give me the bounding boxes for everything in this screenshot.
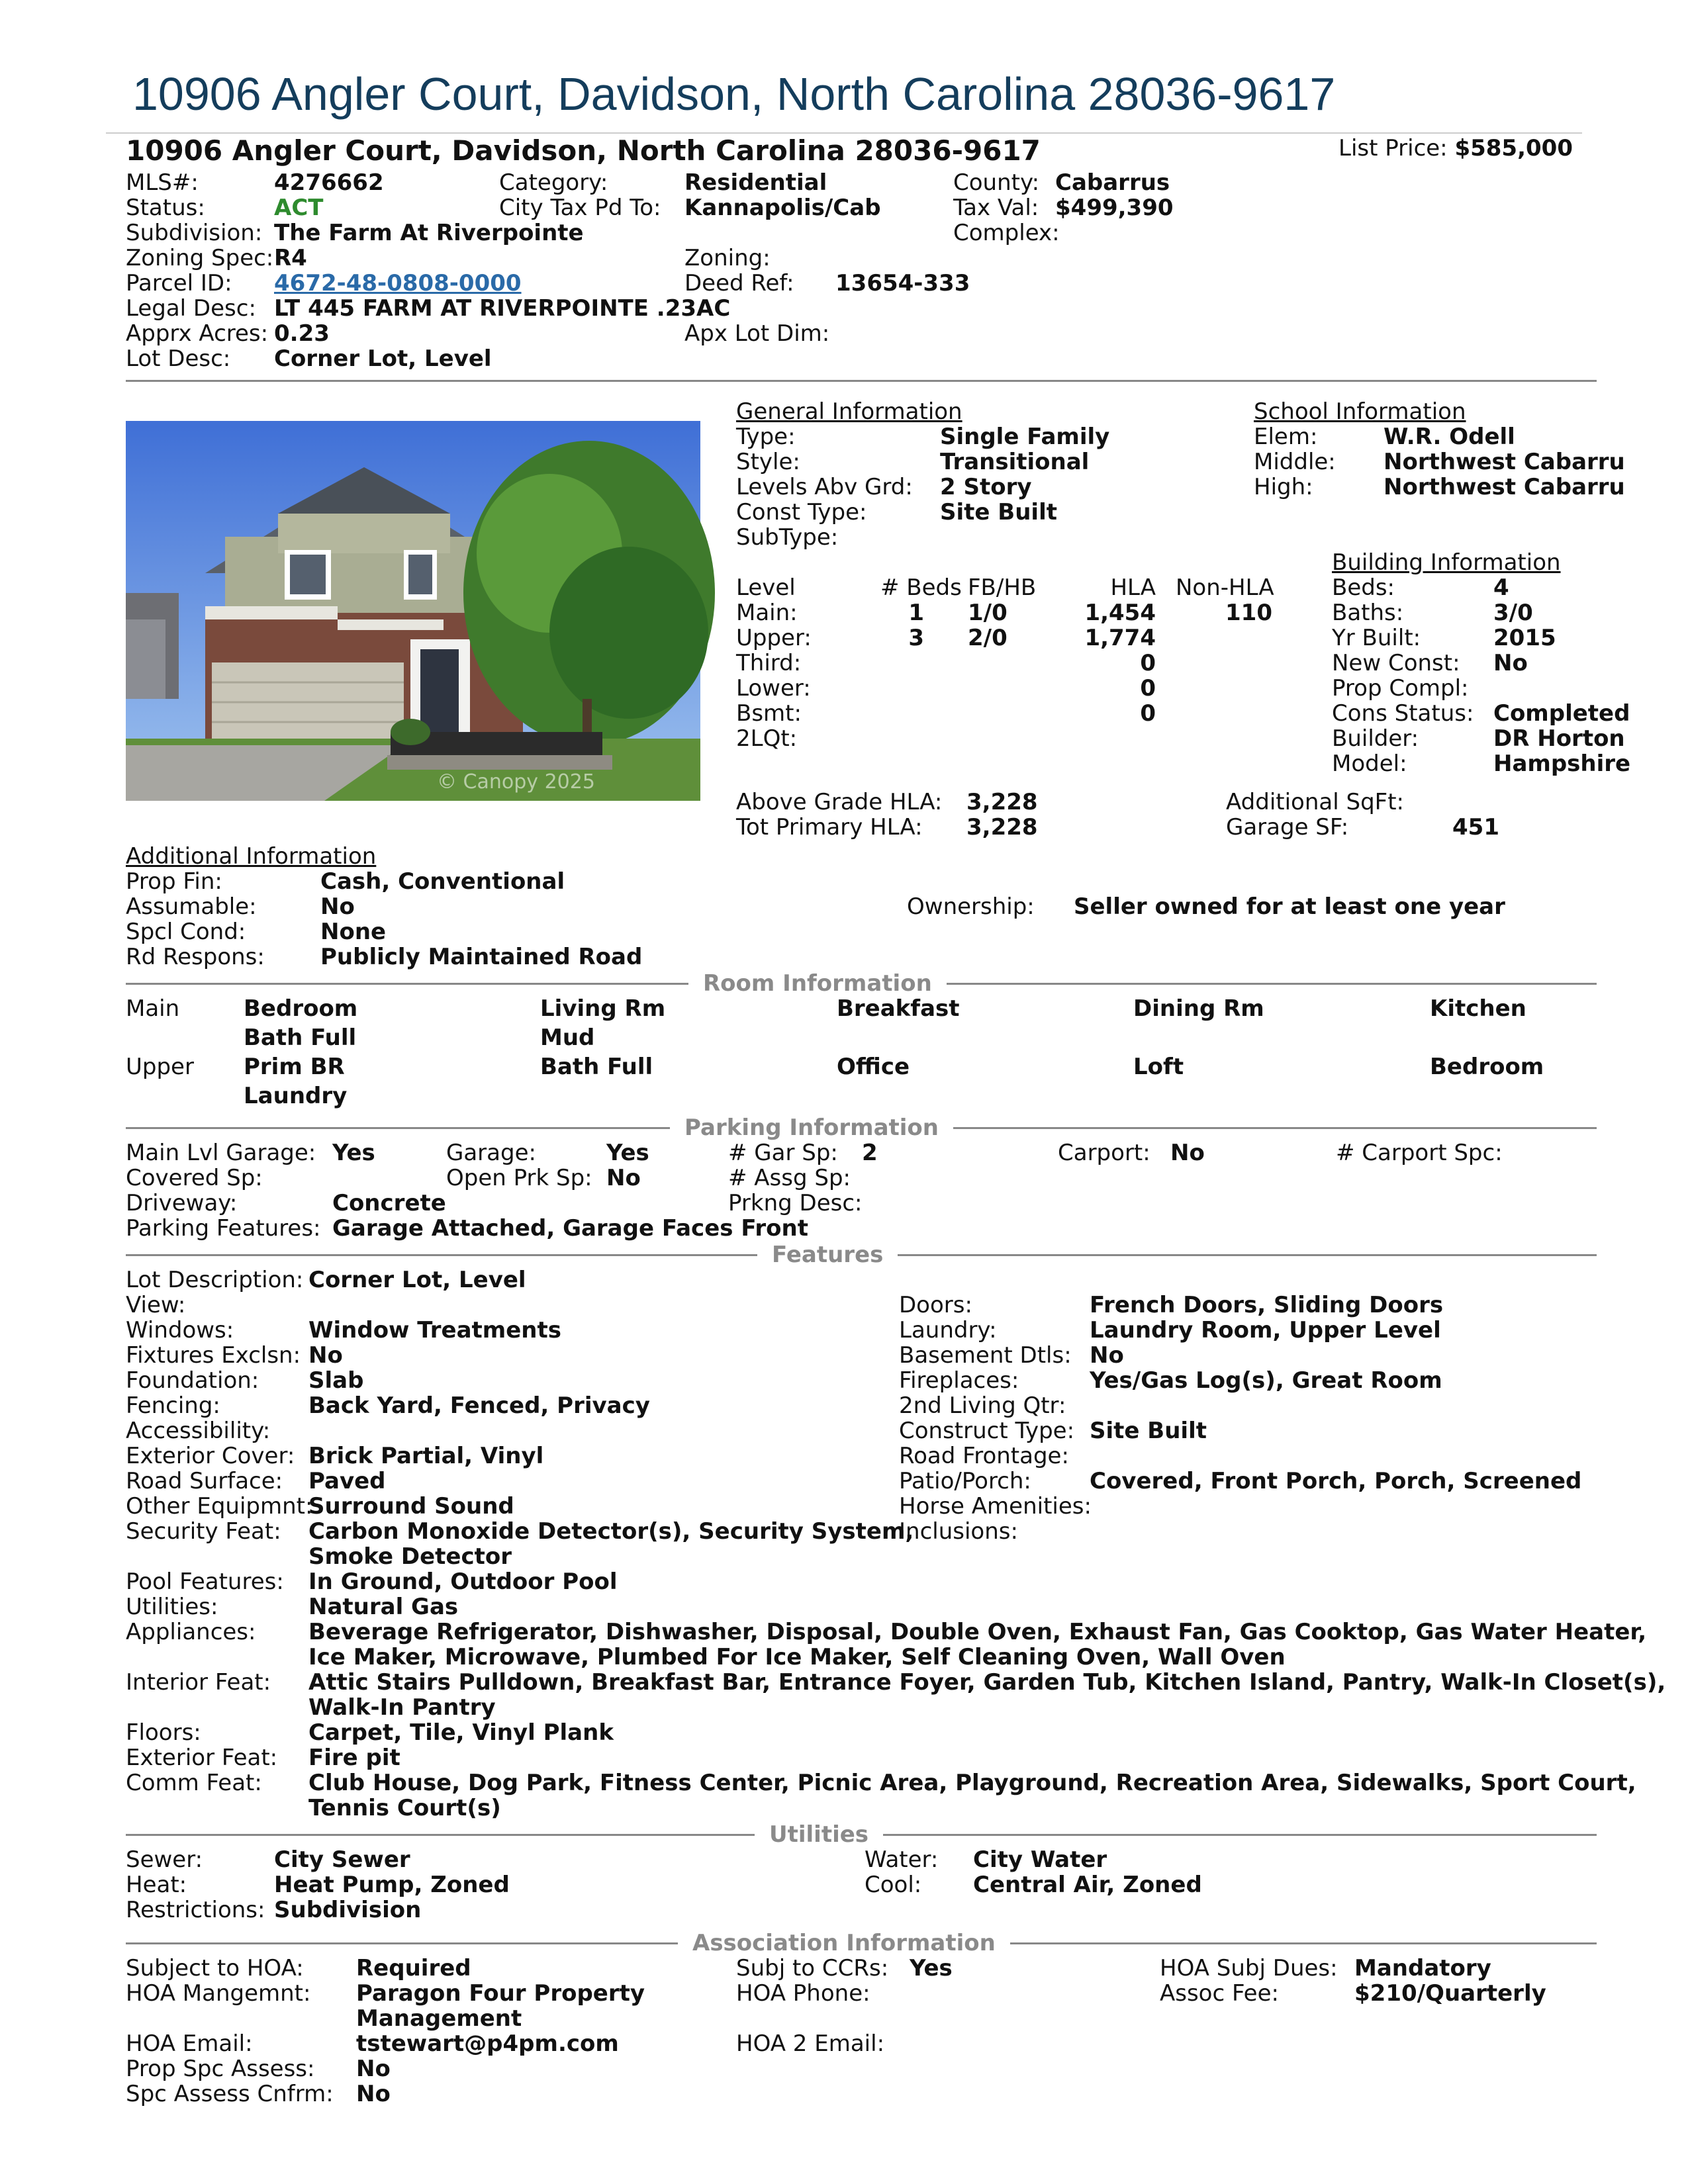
assoc-fee-label: Assoc Fee: bbox=[1160, 1980, 1279, 2007]
house-illustration bbox=[126, 421, 700, 801]
above-grade-label: Above Grade HLA: bbox=[736, 789, 943, 815]
spcl-cond-label: Spcl Cond: bbox=[126, 919, 246, 945]
levels-value: 2 Story bbox=[940, 474, 1032, 500]
feature-label: Exterior Cover: bbox=[126, 1443, 295, 1469]
parking-features-value: Garage Attached, Garage Faces Front bbox=[332, 1215, 808, 1242]
beds-label: Beds: bbox=[1332, 574, 1395, 601]
feature-label: Fireplaces: bbox=[899, 1367, 1019, 1394]
heat-label: Heat: bbox=[126, 1872, 187, 1898]
room-item: Office bbox=[837, 1054, 910, 1080]
feature-value: Site Built bbox=[1090, 1418, 1207, 1444]
level-row-label: Main: bbox=[736, 600, 798, 626]
tot-primary-label: Tot Primary HLA: bbox=[736, 814, 923, 841]
city-tax-value: Kannapolis/Cab bbox=[684, 195, 881, 221]
feature-label: Fencing: bbox=[126, 1392, 220, 1419]
comm-value: Club House, Dog Park, Fitness Center, Picnic Area, Playground, Recreation Area, Sidewalks, Sport Court, bbox=[308, 1770, 1636, 1796]
list-price-value: $585,000 bbox=[1454, 135, 1573, 161]
garage-sf-value: 451 bbox=[1452, 814, 1499, 841]
room-item: Bath Full bbox=[540, 1054, 653, 1080]
hoa-mgmt-value-continued: Management bbox=[356, 2005, 522, 2032]
model-label: Model: bbox=[1332, 751, 1407, 777]
gar-sp-label: # Gar Sp: bbox=[728, 1140, 838, 1166]
hoa-dues-label: HOA Subj Dues: bbox=[1160, 1955, 1338, 1981]
lot-desc-value: Corner Lot, Level bbox=[274, 345, 492, 372]
feature-label: Construct Type: bbox=[899, 1418, 1075, 1444]
appliances-value: Beverage Refrigerator, Dishwasher, Disposal, Double Oven, Exhaust Fan, Gas Cooktop, Gas Water Heater, bbox=[308, 1619, 1647, 1645]
prop-compl-label: Prop Compl: bbox=[1332, 675, 1469, 702]
feature-label: Pool Features: bbox=[126, 1569, 284, 1595]
hoa-mgmt-value: Paragon Four Property bbox=[356, 1980, 645, 2007]
feature-label: Laundry: bbox=[899, 1317, 997, 1343]
building-heading: Building Information bbox=[1332, 549, 1561, 576]
hoa-email-value: tstewart@p4pm.com bbox=[356, 2030, 619, 2057]
legal-desc-value: LT 445 FARM AT RIVERPOINTE .23AC bbox=[274, 295, 731, 322]
room-item: Living Rm bbox=[540, 995, 666, 1022]
middle-value: Northwest Cabarru bbox=[1383, 449, 1625, 475]
utilities-heading: Utilities bbox=[755, 1821, 883, 1848]
level-row-beds: 3 bbox=[908, 625, 924, 651]
hla-col-header: HLA bbox=[1110, 574, 1156, 601]
school-heading: School Information bbox=[1254, 398, 1466, 425]
interior-label: Interior Feat: bbox=[126, 1669, 271, 1696]
feature-label: Security Feat: bbox=[126, 1518, 281, 1545]
prop-spc-value: No bbox=[356, 2056, 391, 2082]
builder-value: DR Horton bbox=[1493, 725, 1625, 752]
cons-status-label: Cons Status: bbox=[1332, 700, 1474, 727]
carport-label: Carport: bbox=[1058, 1140, 1150, 1166]
feature-label: Doors: bbox=[899, 1292, 972, 1318]
water-label: Water: bbox=[865, 1846, 939, 1873]
mls-value: 4276662 bbox=[274, 169, 384, 196]
level-row-nonhla: 110 bbox=[1225, 600, 1272, 626]
features-heading: Features bbox=[757, 1242, 898, 1268]
driveway-label: Driveway: bbox=[126, 1190, 238, 1216]
feature-label: 2nd Living Qtr: bbox=[899, 1392, 1066, 1419]
deed-ref-label: Deed Ref: bbox=[684, 270, 794, 296]
additional-heading: Additional Information bbox=[126, 843, 377, 870]
beds-col-header: # Beds bbox=[880, 574, 962, 601]
feature-label: Patio/Porch: bbox=[899, 1468, 1031, 1494]
spc-cnfrm-value: No bbox=[356, 2081, 391, 2107]
driveway-value: Concrete bbox=[332, 1190, 446, 1216]
interior-value-continued: Walk-In Pantry bbox=[308, 1694, 496, 1721]
legal-desc-label: Legal Desc: bbox=[126, 295, 256, 322]
level-row-fbhb: 1/0 bbox=[968, 600, 1008, 626]
level-row-label: Bsmt: bbox=[736, 700, 802, 727]
beds-value: 4 bbox=[1493, 574, 1509, 601]
county-label: County: bbox=[953, 169, 1040, 196]
feature-value: Surround Sound bbox=[308, 1493, 514, 1520]
room-item: Bedroom bbox=[244, 995, 358, 1022]
zoning-label: Zoning: bbox=[684, 245, 771, 271]
restrictions-value: Subdivision bbox=[274, 1897, 422, 1923]
restrictions-label: Restrictions: bbox=[126, 1897, 265, 1923]
mls-label: MLS#: bbox=[126, 169, 199, 196]
status-label: Status: bbox=[126, 195, 205, 221]
feature-value: Brick Partial, Vinyl bbox=[308, 1443, 544, 1469]
feature-label: Lot Description: bbox=[126, 1267, 304, 1293]
feature-label: Foundation: bbox=[126, 1367, 259, 1394]
level-row-hla: 1,774 bbox=[1084, 625, 1156, 651]
garage-sf-label: Garage SF: bbox=[1226, 814, 1349, 841]
room-item: Bedroom bbox=[1430, 1054, 1544, 1080]
room-item: Breakfast bbox=[837, 995, 960, 1022]
subj-ccrs-label: Subj to CCRs: bbox=[736, 1955, 889, 1981]
level-row-fbhb: 2/0 bbox=[968, 625, 1008, 651]
floors-value: Carpet, Tile, Vinyl Plank bbox=[308, 1719, 614, 1746]
new-const-value: No bbox=[1493, 650, 1528, 676]
gar-sp-value: 2 bbox=[862, 1140, 878, 1166]
garage-label: Garage: bbox=[446, 1140, 536, 1166]
assoc-fee-value: $210/Quarterly bbox=[1354, 1980, 1546, 2007]
elem-value: W.R. Odell bbox=[1383, 424, 1515, 450]
feature-value: Yes/Gas Log(s), Great Room bbox=[1090, 1367, 1442, 1394]
ownership-label: Ownership: bbox=[907, 893, 1035, 920]
upper-level-label: Upper bbox=[126, 1054, 194, 1080]
list-price bbox=[1338, 135, 1573, 161]
sewer-value: City Sewer bbox=[274, 1846, 410, 1873]
feature-value: Back Yard, Fenced, Privacy bbox=[308, 1392, 650, 1419]
exterior-label: Exterior Feat: bbox=[126, 1745, 278, 1771]
room-item: Loft bbox=[1133, 1054, 1184, 1080]
style-value: Transitional bbox=[940, 449, 1090, 475]
complex-label: Complex: bbox=[953, 220, 1060, 246]
feature-value: No bbox=[1090, 1342, 1124, 1369]
comm-value-continued: Tennis Court(s) bbox=[308, 1795, 501, 1821]
listing-address: 10906 Angler Court, Davidson, North Carolina 28036-9617 bbox=[126, 134, 1041, 167]
category-label: Category: bbox=[499, 169, 608, 196]
cool-value: Central Air, Zoned bbox=[973, 1872, 1202, 1898]
feature-value: Laundry Room, Upper Level bbox=[1090, 1317, 1441, 1343]
new-const-label: New Const: bbox=[1332, 650, 1460, 676]
feature-label: Road Surface: bbox=[126, 1468, 283, 1494]
room-item: Mud bbox=[540, 1024, 595, 1051]
comm-label: Comm Feat: bbox=[126, 1770, 262, 1796]
photo-watermark: © Canopy 2025 bbox=[437, 770, 595, 794]
level-row-beds: 1 bbox=[908, 600, 924, 626]
tax-val-value: $499,390 bbox=[1055, 195, 1174, 221]
open-prk-value: No bbox=[606, 1165, 641, 1191]
type-value: Single Family bbox=[940, 424, 1110, 450]
baths-label: Baths: bbox=[1332, 600, 1404, 626]
covered-sp-label: Covered Sp: bbox=[126, 1165, 263, 1191]
feature-value: Corner Lot, Level bbox=[308, 1267, 526, 1293]
subdivision-label: Subdivision: bbox=[126, 220, 263, 246]
feature-label: Inclusions: bbox=[899, 1518, 1018, 1545]
main-lvl-garage-label: Main Lvl Garage: bbox=[126, 1140, 316, 1166]
parking-heading: Parking Information bbox=[670, 1115, 953, 1141]
hoa-dues-value: Mandatory bbox=[1354, 1955, 1491, 1981]
subject-hoa-value: Required bbox=[356, 1955, 471, 1981]
tot-primary-value: 3,228 bbox=[966, 814, 1038, 841]
association-heading: Association Information bbox=[678, 1930, 1010, 1956]
builder-label: Builder: bbox=[1332, 725, 1419, 752]
room-item: Bath Full bbox=[244, 1024, 357, 1051]
feature-value: Natural Gas bbox=[308, 1594, 459, 1620]
spcl-cond-value: None bbox=[320, 919, 387, 945]
level-row-label: Upper: bbox=[736, 625, 812, 651]
deed-ref-value: 13654-333 bbox=[835, 270, 970, 296]
feature-label: Road Frontage: bbox=[899, 1443, 1069, 1469]
county-value: Cabarrus bbox=[1055, 169, 1170, 196]
room-heading: Room Information bbox=[688, 970, 947, 997]
hoa2-email-label: HOA 2 Email: bbox=[736, 2030, 885, 2057]
apx-lot-dim-label: Apx Lot Dim: bbox=[684, 320, 830, 347]
const-type-label: Const Type: bbox=[736, 499, 867, 525]
carport-spc-label: # Carport Spc: bbox=[1336, 1140, 1503, 1166]
ownership-value: Seller owned for at least one year bbox=[1074, 893, 1505, 920]
feature-value: Window Treatments bbox=[308, 1317, 561, 1343]
property-photo[interactable] bbox=[126, 421, 700, 801]
water-value: City Water bbox=[973, 1846, 1107, 1873]
main-lvl-garage-value: Yes bbox=[332, 1140, 375, 1166]
prop-spc-label: Prop Spc Assess: bbox=[126, 2056, 315, 2082]
city-tax-label: City Tax Pd To: bbox=[499, 195, 661, 221]
interior-value: Attic Stairs Pulldown, Breakfast Bar, Entrance Foyer, Garden Tub, Kitchen Island, Pantry, Walk-In Closet(s), bbox=[308, 1669, 1666, 1696]
prop-fin-label: Prop Fin: bbox=[126, 868, 222, 895]
high-label: High: bbox=[1254, 474, 1313, 500]
prkng-desc-label: Prkng Desc: bbox=[728, 1190, 863, 1216]
subtype-label: SubType: bbox=[736, 524, 839, 551]
feature-value: No bbox=[308, 1342, 343, 1369]
middle-label: Middle: bbox=[1254, 449, 1336, 475]
summary-divider bbox=[126, 380, 1597, 382]
hoa-phone-label: HOA Phone: bbox=[736, 1980, 870, 2007]
feature-label: Accessibility: bbox=[126, 1418, 271, 1444]
level-row-label: Lower: bbox=[736, 675, 811, 702]
level-row-hla: 0 bbox=[1140, 700, 1156, 727]
hoa-email-label: HOA Email: bbox=[126, 2030, 253, 2057]
nonhla-col-header: Non-HLA bbox=[1176, 574, 1274, 601]
zoning-spec-value: R4 bbox=[274, 245, 307, 271]
above-grade-value: 3,228 bbox=[966, 789, 1038, 815]
feature-value: Paved bbox=[308, 1468, 386, 1494]
subdivision-value: The Farm At Riverpointe bbox=[274, 220, 584, 246]
garage-value: Yes bbox=[606, 1140, 649, 1166]
level-row-hla: 0 bbox=[1140, 650, 1156, 676]
appliances-value-continued: Ice Maker, Microwave, Plumbed For Ice Maker, Self Cleaning Oven, Wall Oven bbox=[308, 1644, 1286, 1670]
open-prk-label: Open Prk Sp: bbox=[446, 1165, 592, 1191]
feature-value: French Doors, Sliding Doors bbox=[1090, 1292, 1444, 1318]
apprx-acres-label: Apprx Acres: bbox=[126, 320, 269, 347]
list-price-label: List Price: bbox=[1338, 135, 1448, 161]
heat-value: Heat Pump, Zoned bbox=[274, 1872, 510, 1898]
assg-sp-label: # Assg Sp: bbox=[728, 1165, 851, 1191]
cool-label: Cool: bbox=[865, 1872, 922, 1898]
type-label: Type: bbox=[736, 424, 796, 450]
apprx-acres-value: 0.23 bbox=[274, 320, 330, 347]
parking-features-label: Parking Features: bbox=[126, 1215, 321, 1242]
cons-status-value: Completed bbox=[1493, 700, 1630, 727]
feature-value-continued: Smoke Detector bbox=[308, 1543, 512, 1570]
level-row-hla: 0 bbox=[1140, 675, 1156, 702]
fbhb-col-header: FB/HB bbox=[968, 574, 1037, 601]
baths-value: 3/0 bbox=[1493, 600, 1533, 626]
feature-label: Other Equipmnt: bbox=[126, 1493, 313, 1520]
general-heading: General Information bbox=[736, 398, 962, 425]
rd-respons-label: Rd Respons: bbox=[126, 944, 265, 970]
tax-val-label: Tax Val: bbox=[953, 195, 1039, 221]
feature-value: Slab bbox=[308, 1367, 364, 1394]
feature-value: Covered, Front Porch, Porch, Screened bbox=[1090, 1468, 1582, 1494]
elem-label: Elem: bbox=[1254, 424, 1318, 450]
level-row-hla: 1,454 bbox=[1084, 600, 1156, 626]
lot-desc-label: Lot Desc: bbox=[126, 345, 231, 372]
hoa-mgmt-label: HOA Mangemnt: bbox=[126, 1980, 311, 2007]
feature-label: Utilities: bbox=[126, 1594, 218, 1620]
feature-label: Fixtures Exclsn: bbox=[126, 1342, 301, 1369]
subj-ccrs-value: Yes bbox=[910, 1955, 953, 1981]
const-type-value: Site Built bbox=[940, 499, 1057, 525]
levels-label: Levels Abv Grd: bbox=[736, 474, 913, 500]
room-item: Prim BR bbox=[244, 1054, 345, 1080]
level-col-header: Level bbox=[736, 574, 796, 601]
room-item: Laundry bbox=[244, 1083, 348, 1109]
floors-label: Floors: bbox=[126, 1719, 201, 1746]
parcel-id-label: Parcel ID: bbox=[126, 270, 232, 296]
assumable-label: Assumable: bbox=[126, 893, 257, 920]
style-label: Style: bbox=[736, 449, 800, 475]
room-item: Dining Rm bbox=[1133, 995, 1264, 1022]
carport-value: No bbox=[1170, 1140, 1205, 1166]
page-title: 10906 Angler Court, Davidson, North Carolina 28036-9617 bbox=[132, 68, 1336, 120]
appliances-label: Appliances: bbox=[126, 1619, 256, 1645]
prop-fin-value: Cash, Conventional bbox=[320, 868, 565, 895]
main-level-label: Main bbox=[126, 995, 180, 1022]
high-value: Northwest Cabarru bbox=[1383, 474, 1625, 500]
additional-sqft-label: Additional SqFt: bbox=[1226, 789, 1404, 815]
level-row-label: Third: bbox=[736, 650, 802, 676]
room-item: Kitchen bbox=[1430, 995, 1526, 1022]
feature-label: View: bbox=[126, 1292, 186, 1318]
spc-cnfrm-label: Spc Assess Cnfrm: bbox=[126, 2081, 334, 2107]
feature-value: In Ground, Outdoor Pool bbox=[308, 1569, 618, 1595]
sewer-label: Sewer: bbox=[126, 1846, 203, 1873]
feature-label: Horse Amenities: bbox=[899, 1493, 1092, 1520]
zoning-spec-label: Zoning Spec: bbox=[126, 245, 274, 271]
feature-label: Windows: bbox=[126, 1317, 234, 1343]
feature-value: Carbon Monoxide Detector(s), Security System, bbox=[308, 1518, 914, 1545]
parcel-id-link[interactable]: 4672-48-0808-0000 bbox=[274, 270, 522, 296]
level-row-label: 2LQt: bbox=[736, 725, 798, 752]
subject-hoa-label: Subject to HOA: bbox=[126, 1955, 304, 1981]
feature-label: Basement Dtls: bbox=[899, 1342, 1072, 1369]
assumable-value: No bbox=[320, 893, 355, 920]
category-value: Residential bbox=[684, 169, 827, 196]
yr-built-value: 2015 bbox=[1493, 625, 1556, 651]
model-value: Hampshire bbox=[1493, 751, 1631, 777]
status-badge: ACT bbox=[274, 195, 324, 221]
exterior-value: Fire pit bbox=[308, 1745, 400, 1771]
yr-built-label: Yr Built: bbox=[1332, 625, 1421, 651]
rd-respons-value: Publicly Maintained Road bbox=[320, 944, 643, 970]
